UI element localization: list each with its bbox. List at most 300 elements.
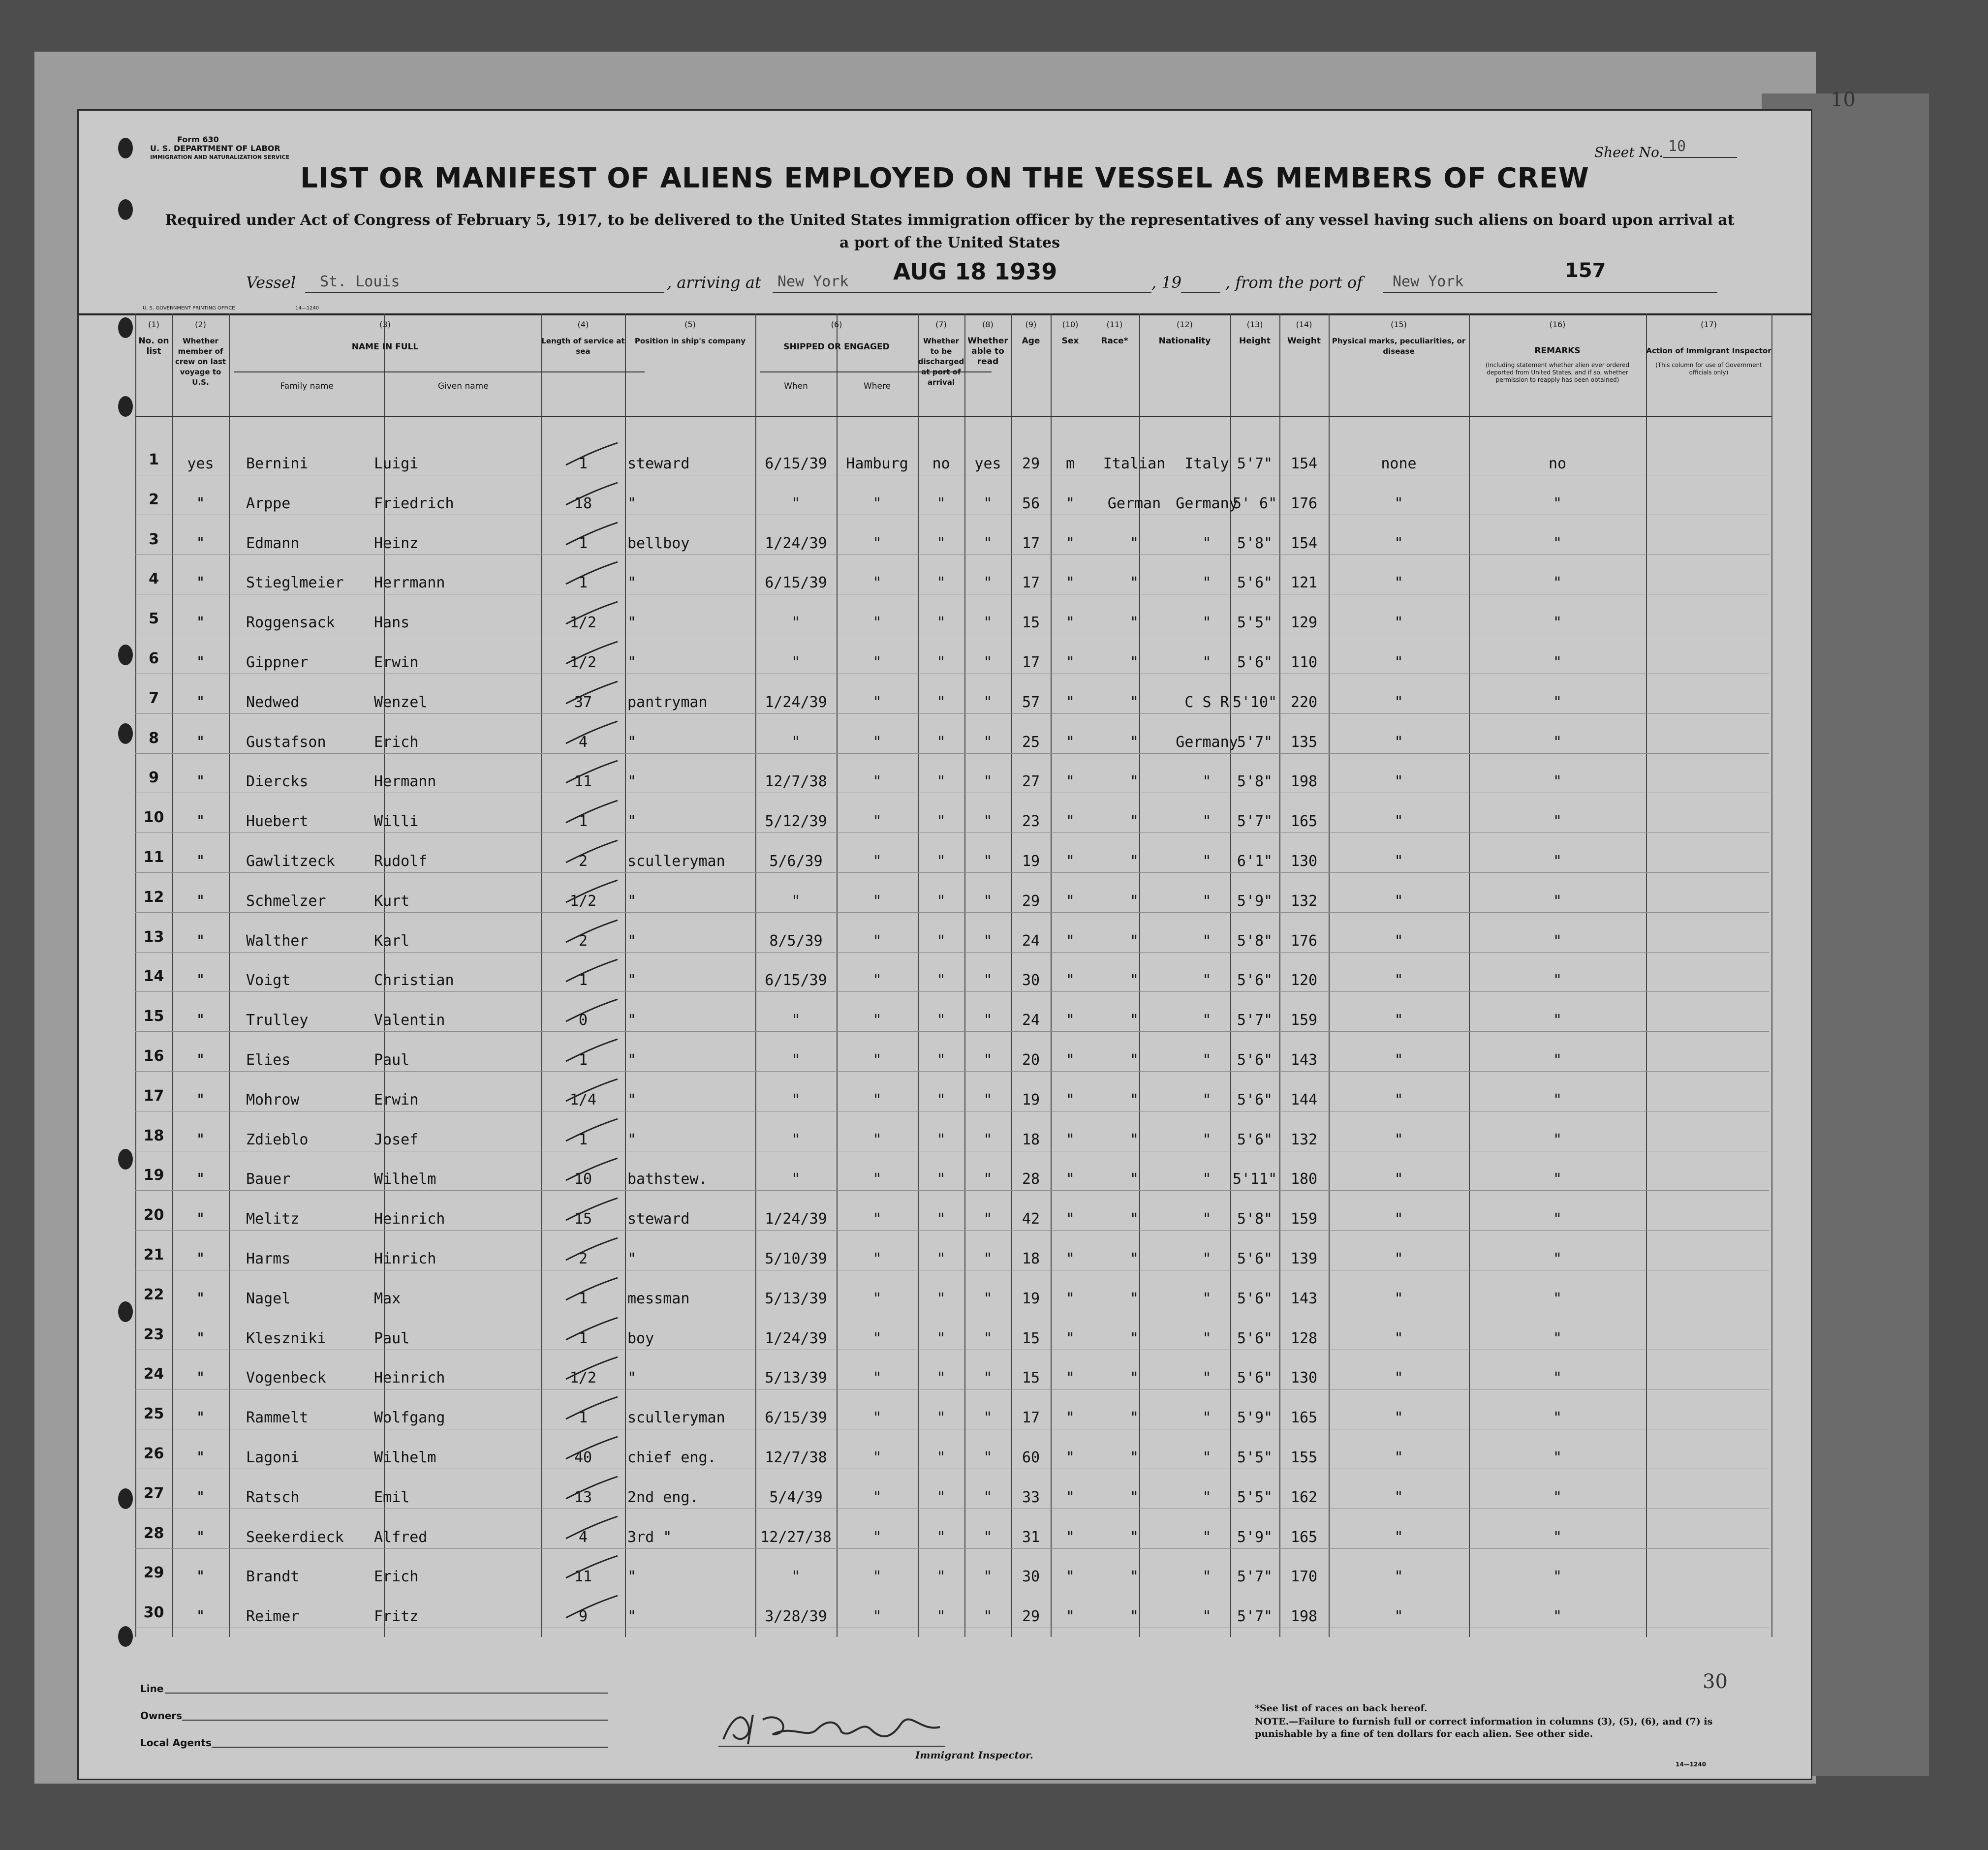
cell-given: Heinz [374,534,419,552]
cell-family: Mohrow [246,1091,300,1109]
row-number: 12 [143,888,164,906]
cell-where: " [872,932,882,950]
cell-weight: 165 [1290,1409,1318,1427]
cell-given: Hermann [374,773,436,791]
cell-position: 2nd eng. [627,1488,699,1506]
cell-position: pantryman [627,693,708,711]
cell-marks: " [1394,1012,1403,1029]
column-number: (1) [148,320,159,329]
cell-length: 18 [574,494,592,512]
cell-read: " [983,773,993,791]
cell-position: " [627,494,637,512]
row-number: 4 [149,570,159,588]
cell-remarks: " [1553,1409,1562,1427]
cell-given: Erwin [374,1091,419,1109]
cell-age: 56 [1022,494,1040,512]
column-header: Length of service at sea [541,337,625,356]
cell-discharged: " [936,1409,946,1427]
cell-marks: none [1381,455,1417,472]
cell-position: " [627,1250,637,1267]
check-mark [561,878,620,907]
cell-family: Gippner [246,654,309,671]
cell-family: Brandt [246,1568,300,1586]
check-mark [561,838,620,867]
cell-length: 4 [578,1528,588,1546]
cell-position: steward [627,455,690,472]
column-number: (12) [1177,320,1193,329]
form-department: U. S. DEPARTMENT OF LABOR [150,144,280,153]
column-divider [1771,313,1772,1637]
row-number: 5 [149,610,159,628]
cell-race: " [1129,1210,1139,1228]
row-rule [135,1230,1769,1231]
cell-length: 2 [578,932,588,950]
cell-remarks: " [1553,534,1562,552]
cell-family: Huebert [246,813,309,831]
cell-nationality: C S R [1184,693,1229,711]
column-divider [229,313,230,1637]
cell-when: 6/15/39 [765,972,827,989]
check-mark [561,1514,620,1543]
cell-family: Bernini [246,455,309,472]
cell-given: Rudolf [374,853,428,870]
row-number: 17 [143,1087,164,1105]
cell-position: " [627,1051,637,1069]
cell-length: 0 [578,1012,588,1029]
cell-where: " [872,1290,882,1307]
cell-height: 5'11" [1232,1171,1277,1188]
cell-where: " [872,1131,882,1148]
cell-read: " [983,1449,993,1466]
row-number: 23 [143,1326,164,1343]
row-rule [135,912,1769,913]
check-mark [561,559,620,589]
cell-height: 5'6" [1237,654,1273,671]
cell-when: " [791,494,801,512]
cell-nationality: " [1202,614,1211,632]
check-mark [561,1235,620,1265]
cell-weight: 144 [1290,1091,1318,1109]
cell-height: 5'7" [1237,733,1273,751]
cell-remarks: " [1553,1528,1562,1546]
cell-read: " [983,693,993,711]
column-subheader: Family name [280,381,334,391]
cell-length: 1 [578,972,588,989]
binder-hole [118,723,133,744]
cell-marks: " [1394,1250,1403,1267]
cell-family: Diercks [246,773,309,791]
check-mark [561,1275,620,1305]
cell-marks: " [1394,733,1403,751]
check-mark [561,679,620,709]
column-header: Race* [1101,336,1128,346]
row-rule [135,1190,1769,1191]
inspector-label: Immigrant Inspector. [915,1749,1033,1761]
cell-marks: " [1394,1608,1403,1626]
cell-when: 1/24/39 [765,1210,827,1228]
cell-age: 18 [1022,1250,1040,1267]
cell-read: " [983,1171,993,1188]
cell-where: " [872,1528,882,1546]
manifest-sheet [79,111,1811,1779]
cell-where: " [872,1568,882,1586]
cell-age: 17 [1022,1409,1040,1427]
cell-sex: " [1065,1568,1075,1586]
print-code: 14—1240 [295,306,319,311]
cell-age: 42 [1022,1210,1040,1228]
cell-age: 29 [1022,892,1040,910]
cell-sex: " [1065,733,1075,751]
column-header-note: (This column for use of Government officials only) [1655,362,1762,376]
row-number: 13 [143,928,164,946]
cell-length: 37 [574,693,592,711]
cell-read: " [983,1250,993,1267]
cell-where: " [872,733,882,751]
cell-family: Lagoni [246,1449,300,1466]
cell-remarks: " [1553,574,1562,592]
column-number: (4) [577,320,589,329]
cell-prev: " [196,1210,205,1228]
cell-discharged: " [936,1091,946,1109]
cell-sex: " [1065,1528,1075,1546]
cell-marks: " [1394,1210,1403,1228]
cell-length: 11 [574,1568,592,1586]
cell-weight: 155 [1290,1449,1318,1466]
row-number: 14 [143,968,164,986]
cell-weight: 130 [1290,1369,1318,1387]
cell-race: " [1129,1449,1139,1466]
cell-remarks: " [1553,1568,1562,1586]
cell-position: bellboy [627,534,690,552]
check-mark [561,1116,620,1146]
cell-position: 3rd " [627,1528,672,1546]
cell-sex: " [1065,614,1075,632]
cell-sex: " [1065,494,1075,512]
cell-marks: " [1394,1449,1403,1466]
cell-sex: " [1065,1051,1075,1069]
form-number: Form 630 [177,135,219,144]
row-number: 8 [149,729,159,747]
cell-discharged: " [936,773,946,791]
row-rule [135,832,1769,833]
row-number: 19 [143,1167,164,1184]
row-number: 30 [143,1604,164,1622]
cell-race: " [1129,1528,1139,1546]
column-header: Whether to be discharged at port of arrival [918,337,964,387]
cell-read: " [983,614,993,632]
cell-family: Ratsch [246,1488,300,1506]
cell-when: 1/24/39 [765,1329,827,1347]
sheet-number: 10 [1668,138,1686,155]
check-mark [561,480,620,510]
row-number: 27 [143,1484,164,1502]
cell-marks: " [1394,1290,1403,1307]
cell-family: Walther [246,932,309,950]
cell-weight: 154 [1290,455,1318,472]
row-number: 22 [143,1286,164,1303]
cell-length: 1/2 [569,1369,597,1387]
cell-race: " [1129,1329,1139,1347]
cell-age: 15 [1022,1329,1040,1347]
cell-nationality: " [1202,1131,1211,1148]
cell-family: Kleszniki [246,1329,326,1347]
cell-family: Seekerdieck [246,1528,344,1546]
cell-nationality: " [1202,892,1211,910]
column-subheader: Given name [437,381,489,391]
cell-sex: " [1065,693,1075,711]
cell-weight: 129 [1290,614,1318,632]
cell-sex: " [1065,1210,1075,1228]
arriving-port: New York [777,273,849,290]
cell-weight: 132 [1290,1131,1318,1148]
cell-remarks: no [1548,455,1567,472]
cell-family: Nagel [246,1290,291,1307]
cell-length: 1 [578,1329,588,1347]
cell-age: 57 [1022,693,1040,711]
cell-where: " [872,1488,882,1506]
cell-height: 5'6" [1237,574,1273,592]
cell-nationality: " [1202,1608,1211,1626]
cell-position: sculleryman [627,1409,725,1427]
cell-discharged: " [936,853,946,870]
cell-sex: " [1065,1488,1075,1506]
cell-read: " [983,1568,993,1586]
cell-nationality: " [1202,1528,1211,1546]
cell-remarks: " [1553,1171,1562,1188]
cell-height: 6'1" [1237,853,1273,870]
cell-weight: 162 [1290,1488,1318,1506]
column-divider [1646,313,1647,1637]
cell-age: 30 [1022,1568,1040,1586]
cell-when: 6/15/39 [765,1409,827,1427]
cell-given: Wolfgang [374,1409,445,1427]
cell-prev: " [196,1250,205,1267]
cell-given: Fritz [374,1608,419,1626]
cell-height: 5'7" [1237,1012,1273,1029]
cell-marks: " [1394,972,1403,989]
cell-given: Luigi [374,455,419,472]
cell-remarks: " [1553,1091,1562,1109]
cell-discharged: " [936,534,946,552]
cell-family: Elies [246,1051,291,1069]
cell-age: 28 [1022,1171,1040,1188]
cell-weight: 159 [1290,1012,1318,1029]
row-number: 29 [143,1564,164,1582]
cell-height: 5'9" [1237,1528,1273,1546]
check-mark [561,1196,620,1225]
penalty-note: NOTE.—Failure to furnish full or correct information in columns (3), (5), (6), and (7) is punishable by a fine of ten dollars for each alien. See other side. [1255,1716,1713,1739]
row-number: 20 [143,1206,164,1224]
cell-sex: " [1065,1250,1075,1267]
cell-prev: " [196,1171,205,1188]
cell-given: Karl [374,932,410,950]
cell-family: Gawlitzeck [246,853,335,870]
cell-height: 5'8" [1237,534,1273,552]
vessel-name: St. Louis [320,273,400,290]
cell-read: " [983,932,993,950]
column-number: (14) [1296,320,1312,329]
cell-position: steward [627,1210,690,1228]
cell-prev: " [196,614,205,632]
cell-length: 2 [578,1250,588,1267]
cell-family: Melitz [246,1210,300,1228]
cell-when: " [791,654,801,671]
cell-when: 5/13/39 [765,1369,827,1387]
cell-marks: " [1394,813,1403,831]
cell-marks: " [1394,1369,1403,1387]
cell-position: messman [627,1290,690,1307]
cell-marks: " [1394,494,1403,512]
cell-height: 5'5" [1237,614,1273,632]
cell-given: Hinrich [374,1250,436,1267]
vessel-label: Vessel [246,273,296,292]
cell-where: " [872,1369,882,1387]
row-number: 2 [149,491,159,508]
cell-prev: " [196,654,205,671]
cell-read: " [983,733,993,751]
cell-position: " [627,892,637,910]
cell-age: 29 [1022,1608,1040,1626]
cell-family: Rammelt [246,1409,309,1427]
check-mark [561,758,620,788]
cell-age: 33 [1022,1488,1040,1506]
column-number: (15) [1391,320,1407,329]
cell-length: 1 [578,534,588,552]
cell-remarks: " [1553,1329,1562,1347]
cell-remarks: " [1553,1131,1562,1148]
cell-given: Wilhelm [374,1449,436,1466]
cell-weight: 198 [1290,773,1318,791]
cell-family: Trulley [246,1012,309,1029]
cell-prev: " [196,574,205,592]
cell-discharged: " [936,1250,946,1267]
cell-when: 5/4/39 [769,1488,823,1506]
cell-weight: 165 [1290,1528,1318,1546]
row-number: 10 [143,809,164,827]
check-mark [561,918,620,947]
cell-sex: m [1065,455,1075,472]
cell-position: " [627,654,637,671]
cell-race: " [1129,1091,1139,1109]
cell-nationality: " [1202,1012,1211,1029]
cell-nationality: " [1202,1210,1211,1228]
cell-where: " [872,1250,882,1267]
cell-sex: " [1065,574,1075,592]
cell-nationality: Italy [1184,455,1229,472]
cell-prev: " [196,972,205,989]
column-number: (8) [982,320,994,329]
cell-length: 1/2 [569,654,597,671]
cell-family: Nedwed [246,693,300,711]
cell-race: " [1129,534,1139,552]
cell-given: Heinrich [374,1210,445,1228]
cell-height: 5'6" [1237,1250,1273,1267]
cell-sex: " [1065,972,1075,989]
cell-family: Zdieblo [246,1131,309,1148]
form-service: IMMIGRATION AND NATURALIZATION SERVICE [150,154,290,160]
column-number: (10) [1062,320,1079,329]
cell-race: " [1129,654,1139,671]
cell-discharged: " [936,1369,946,1387]
column-header: Height [1239,336,1271,346]
cell-sex: " [1065,1091,1075,1109]
cell-nationality: " [1202,534,1211,552]
cell-remarks: " [1553,813,1562,831]
cell-nationality: " [1202,1171,1211,1188]
column-number: (2) [195,320,206,329]
cell-prev: " [196,1449,205,1466]
column-divider [625,313,626,1637]
cell-where: " [872,773,882,791]
cell-read: " [983,1210,993,1228]
check-mark [561,1394,620,1424]
row-number: 9 [149,769,159,787]
column-header: Sex [1061,336,1079,346]
cell-age: 30 [1022,972,1040,989]
cell-when: " [791,1171,801,1188]
binder-hole [118,1488,133,1509]
cell-when: " [791,614,801,632]
from-port: New York [1393,273,1464,290]
cell-prev: " [196,892,205,910]
row-rule [135,713,1769,714]
cell-read: " [983,1290,993,1307]
cell-weight: 130 [1290,853,1318,870]
cell-sex: " [1065,1369,1075,1387]
cell-height: 5'7" [1237,1568,1273,1586]
cell-race: " [1129,932,1139,950]
row-rule [135,1071,1769,1072]
cell-when: 12/27/38 [760,1528,832,1546]
cell-weight: 120 [1290,972,1318,989]
check-mark [561,440,620,470]
cell-sex: " [1065,1012,1075,1029]
column-number: (13) [1246,320,1263,329]
cell-discharged: " [936,932,946,950]
cell-nationality: " [1202,1051,1211,1069]
cell-when: 3/28/39 [765,1608,827,1626]
cell-when: " [791,1012,801,1029]
cell-given: Erwin [374,654,419,671]
cell-race: " [1129,693,1139,711]
cell-sex: " [1065,534,1075,552]
row-rule [135,1031,1769,1032]
cell-prev: " [196,494,205,512]
cell-family: Bauer [246,1171,291,1188]
column-number: (6) [831,320,842,329]
check-mark [561,997,620,1026]
cell-nationality: " [1202,932,1211,950]
cell-length: 4 [578,733,588,751]
cell-prev: " [196,773,205,791]
cell-race: " [1129,1369,1139,1387]
cell-when: " [791,1091,801,1109]
cell-remarks: " [1553,693,1562,711]
cell-position: " [627,614,637,632]
cell-position: " [627,773,637,791]
cell-sex: " [1065,892,1075,910]
cell-height: 5'5" [1237,1488,1273,1506]
cell-nationality: " [1202,1091,1211,1109]
column-header: No. on list [138,336,169,356]
cell-position: " [627,1012,637,1029]
cell-read: " [983,534,993,552]
cell-length: 1 [578,1290,588,1307]
cell-length: 9 [578,1608,588,1626]
cell-remarks: " [1553,1488,1562,1506]
cell-race: " [1129,1608,1139,1626]
cell-prev: " [196,534,205,552]
